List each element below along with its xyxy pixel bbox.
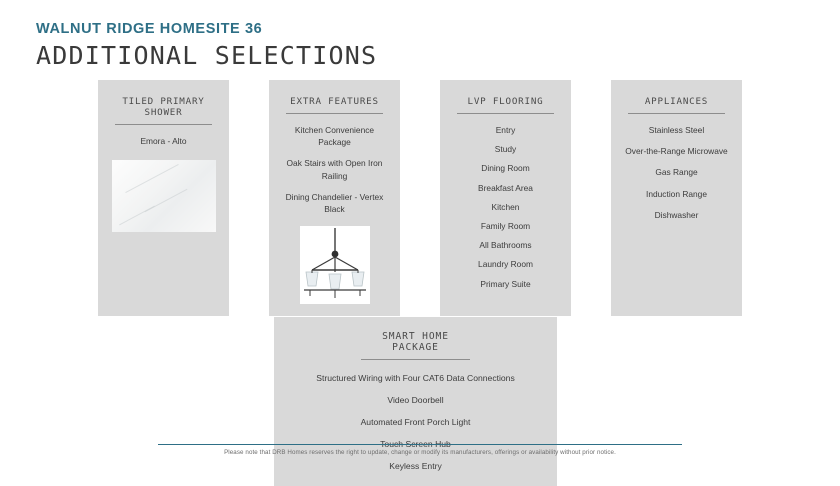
community-homesite-label: WALNUT RIDGE HOMESITE 36 [36, 21, 263, 37]
card-item: Keyless Entry [389, 461, 442, 472]
page-title: ADDITIONAL SELECTIONS [36, 40, 378, 70]
footer-divider [158, 444, 682, 445]
card-items [449, 124, 562, 297]
card-item: Stainless Steel [648, 125, 705, 136]
card-items [286, 372, 545, 472]
card-item: Emora - Alto [140, 136, 187, 147]
card-title: EXTRA FEATURES [286, 90, 383, 114]
card-item: Kitchen [491, 201, 520, 212]
card-items [620, 124, 733, 230]
card-title: TILED PRIMARY SHOWER [115, 90, 212, 125]
card-item: Entry [495, 125, 516, 136]
card-lvp-flooring [440, 80, 571, 316]
card-item: Study [494, 144, 517, 155]
chandelier-icon [300, 226, 370, 304]
card-items [278, 124, 391, 224]
card-item: Dishwasher [654, 209, 699, 220]
card-item: Video Doorbell [387, 395, 444, 406]
card-item: Over-the-Range Microwave [625, 146, 728, 157]
card-item: Kitchen Convenience Package [294, 125, 375, 148]
card-tiled-primary-shower [98, 80, 229, 316]
card-item: All Bathrooms [479, 240, 532, 251]
card-item: Structured Wiring with Four CAT6 Data Connections [316, 373, 515, 383]
card-item: Automated Front Porch Light [360, 417, 471, 428]
card-title: APPLIANCES [628, 90, 725, 114]
card-item: Gas Range [655, 167, 698, 178]
chandelier-photo-image [300, 226, 370, 304]
card-item: Family Room [480, 220, 531, 231]
footer-disclaimer: Please note that DRB Homes reserves the right to update, change or modify its manufacturers, offerings or availability without prior notice. [224, 449, 616, 456]
selection-cards-row [0, 80, 840, 316]
card-item: Dining Chandelier - Vertex Black [285, 191, 384, 214]
card-item: Primary Suite [480, 278, 531, 289]
card-item: Dining Room [481, 163, 530, 174]
card-title: LVP FLOORING [457, 90, 554, 114]
card-appliances [611, 80, 742, 316]
page-header [36, 22, 377, 71]
marble-tile-swatch-image [112, 160, 216, 232]
card-extra-features [269, 80, 400, 316]
card-item: Oak Stairs with Open Iron Railing [286, 158, 383, 181]
card-smart-home-package [274, 317, 557, 486]
card-item: Breakfast Area [478, 182, 533, 193]
card-title: SMART HOME PACKAGE [361, 327, 470, 360]
card-item: Induction Range [646, 188, 707, 199]
card-items [107, 135, 220, 156]
card-item: Laundry Room [478, 259, 533, 270]
